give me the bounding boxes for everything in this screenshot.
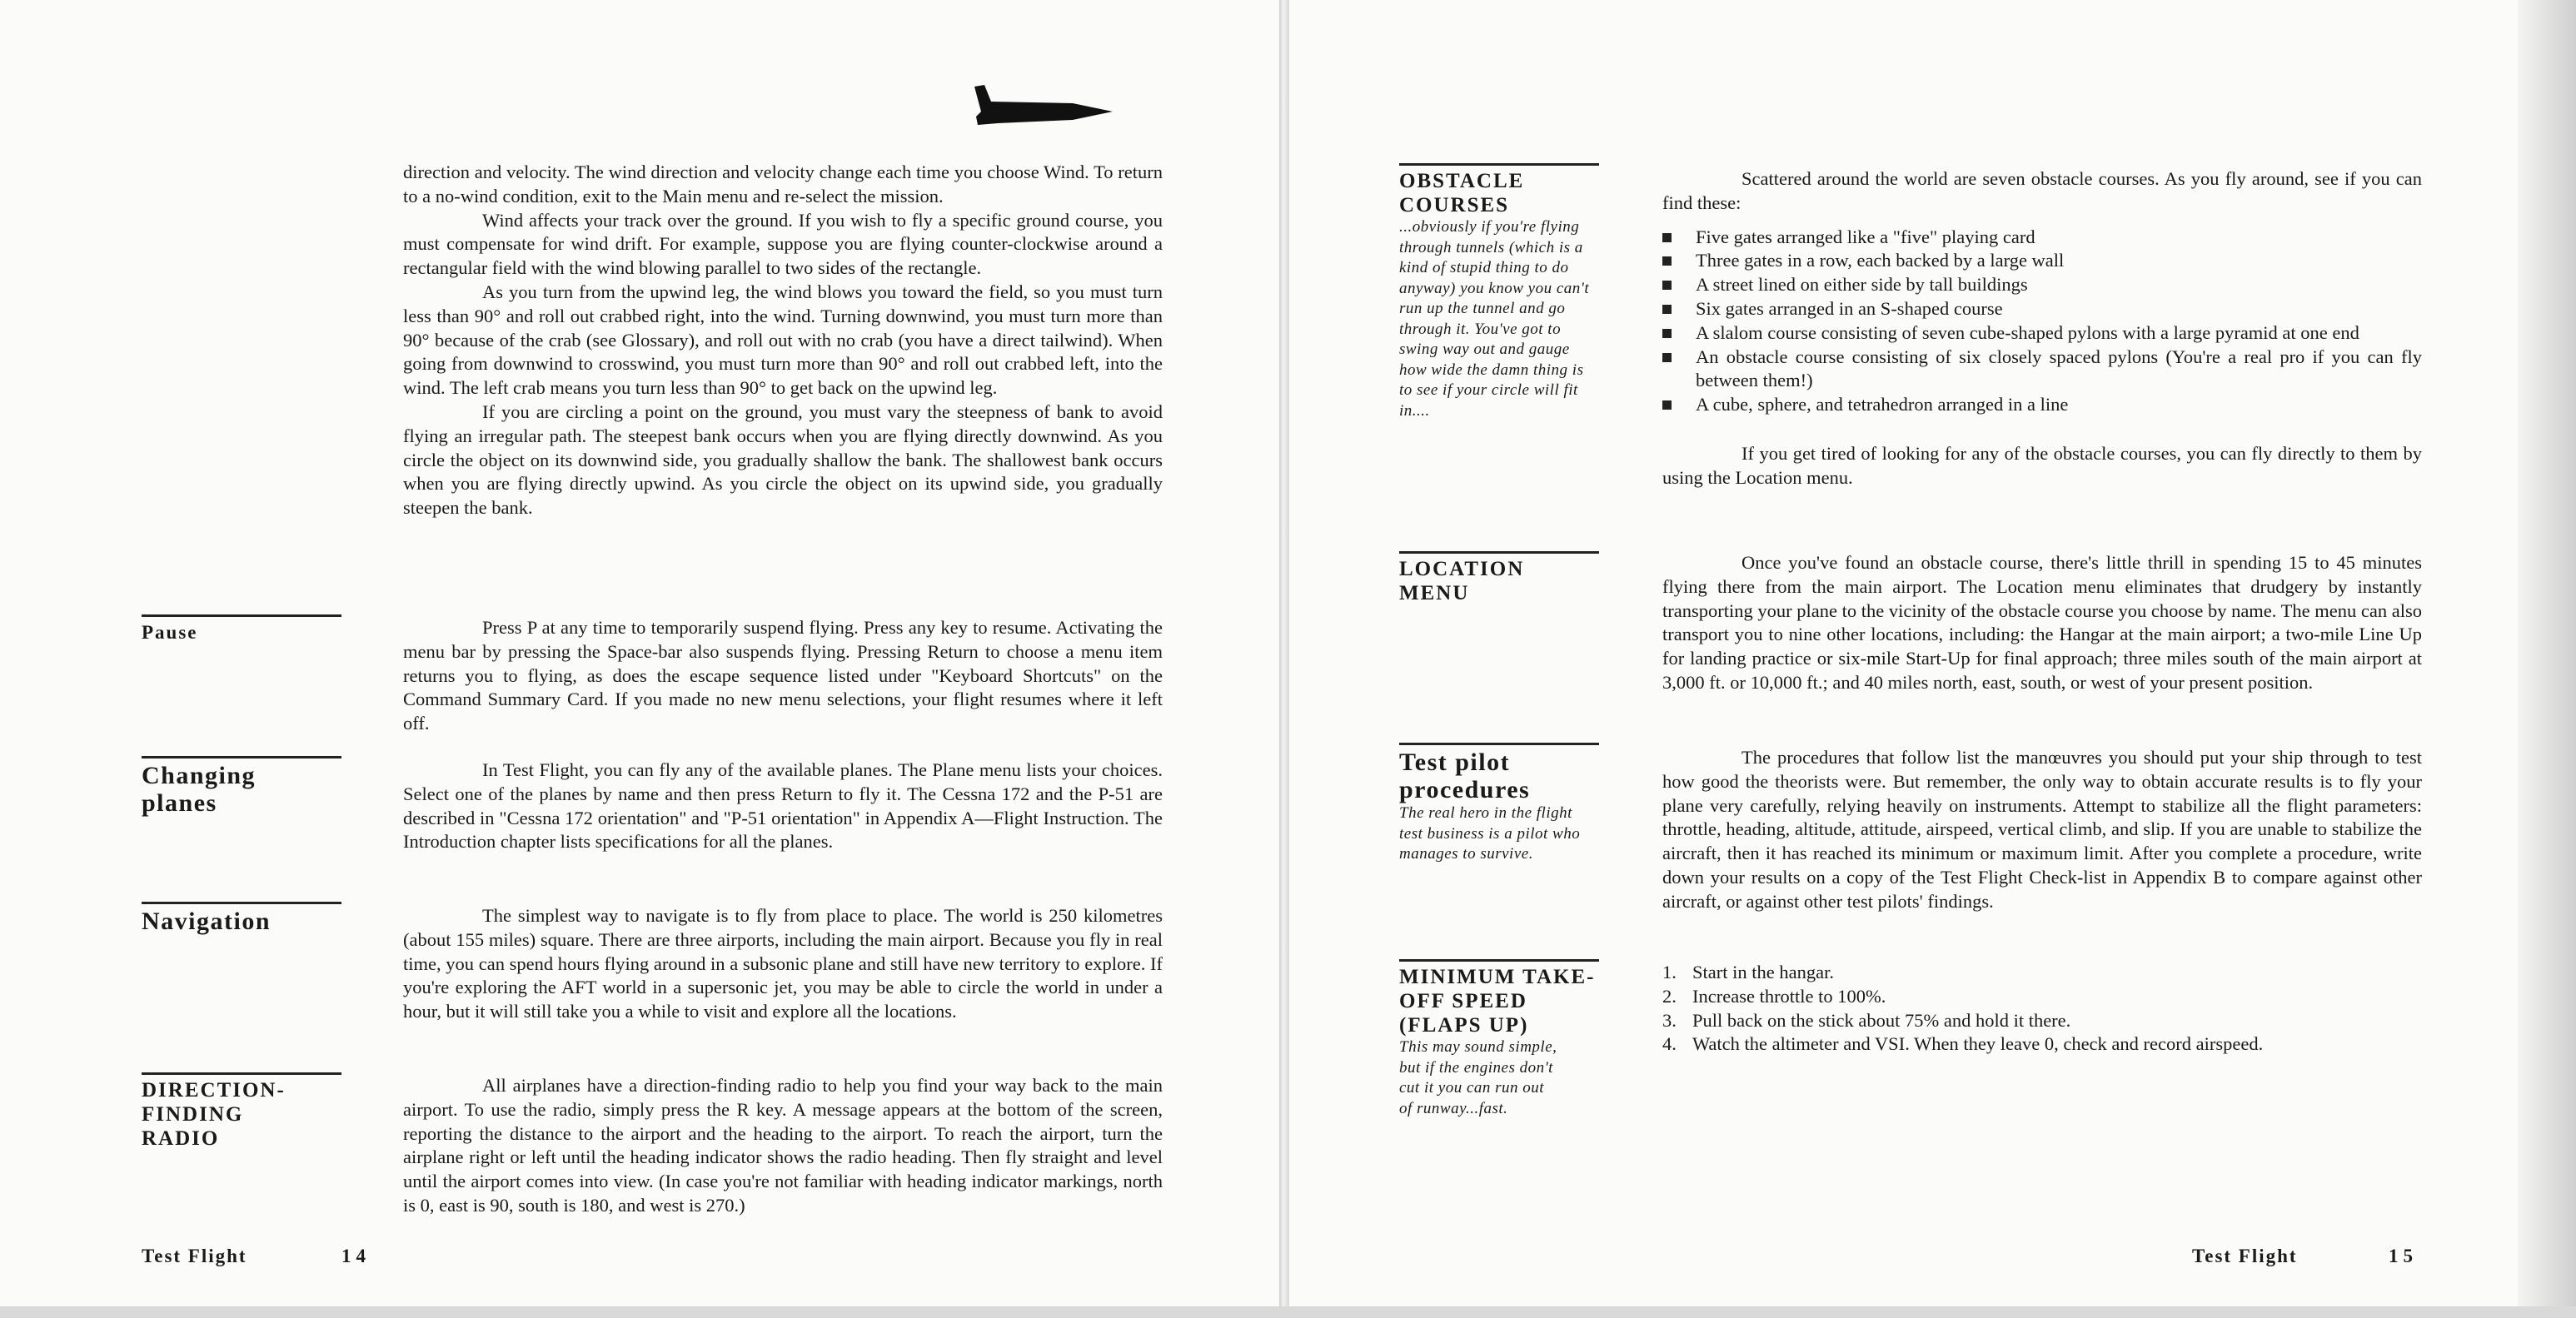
list-item: Five gates arranged like a "five" playing card: [1662, 226, 2422, 250]
changing-planes-heading-block: [142, 756, 341, 817]
paragraph: Wind affects your track over the ground. If you wish to fly a specific ground course, you must compensate for wind drift. For example, suppose you are flying counter-clockwise around a rectangular field with the wind blowing parallel to two sides of the rectangle.: [403, 209, 1163, 279]
section-heading: Navigation: [142, 908, 272, 935]
test-pilot-heading-block: [1399, 743, 1599, 865]
list-item: [1662, 985, 2422, 1009]
step-number: 4.: [1662, 1033, 1677, 1055]
footer-page-number: 14: [341, 1246, 371, 1266]
obstacle-list: [1662, 226, 2422, 417]
paragraph: If you get tired of looking for any of the obstacle courses, you can fly directly to them by using the Location menu.: [1662, 442, 2422, 488]
direction-finding-heading-block: [142, 1072, 341, 1151]
direction-finding-section: [403, 1074, 1163, 1218]
changing-planes-section: [403, 758, 1163, 854]
obstacle-courses-section: [1662, 167, 2422, 490]
section-heading: Pause: [142, 622, 198, 643]
book-gutter: [1279, 0, 1289, 1318]
pause-section: [403, 616, 1163, 736]
list-item: A cube, sphere, and tetrahedron arranged in a line: [1662, 393, 2422, 417]
list-item: Six gates arranged in an S-shaped course: [1662, 297, 2422, 321]
paragraph: As you turn from the upwind leg, the wind blows you toward the field, so you must turn less than 90° and roll out crabbed right, into the wind. Turning downwind, you must turn more than 90° because of the crab (see Glossary), and roll out with no crab (you have a direct tailwind). When going from downwind to crosswind, you must turn more than 90° and roll out crabbed left, into the wind. The left crab means you turn less than 90° to get back on the upwind leg.: [403, 281, 1163, 399]
paragraph: Once you've found an obstacle course, there's little thrill in spending 15 to 45 minutes flying there from the main airport. The Location menu eliminates that drudgery by instantly transporting your plane to the vicinity of the obstacle course you choose by name. The menu can also transport you to nine other locations, including: the Hangar at the main airport; a two-mile Line Up for landing practice or six-mile Start-Up for final approach; three miles south of the main airport at 3,000 ft. or 10,000 ft.; and 40 miles north, east, south, or west of your present position.: [1662, 552, 2422, 693]
section-heading: Test pilot procedures: [1399, 749, 1531, 803]
section-heading: DIRECTION-FINDING RADIO: [142, 1079, 286, 1150]
obstacle-courses-heading-block: [1399, 163, 1599, 421]
footer-title: Test Flight: [142, 1246, 247, 1266]
step-number: 3.: [1662, 1009, 1677, 1031]
section-heading: MINIMUM TAKE-OFF SPEED (FLAPS UP): [1399, 966, 1596, 1037]
section-heading: LOCATION MENU: [1399, 558, 1525, 604]
paragraph: The procedures that follow list the manœuvres you should put your ship through to test how good the theorists were. But remember, the only way to obtain accurate results is to fly your plane very carefully, relying heavily on instruments. Attempt to stabilize all the flight parameters: throttle, heading, altitude, attitude, airspeed, vertical climb, and slip. If you are unable to stabilize the aircraft, then it has reached its minimum or maximum limit. After you complete a procedure, write down your results on a copy of the Test Flight Check-list in Appendix B to compare against other aircraft, or against other test pilots' findings.: [1662, 747, 2422, 912]
paragraph: The simplest way to navigate is to fly from place to place. The world is 250 kilometres (about 155 miles) square. There are three airports, including the main airport. Because you fly in real time, you can spend hours flying around in a subsonic plane and still have new territory to explore. If you're exploring the AFT world in a supersonic jet, you may be able to circle the world in under a hour, but it will still take you a while to visit and explore all the locations.: [403, 905, 1163, 1022]
paragraph: Scattered around the world are seven obstacle courses. As you fly around, see if you can find these:: [1662, 168, 2422, 213]
list-item: [1662, 1032, 2422, 1057]
footer-title: Test Flight: [2192, 1246, 2298, 1266]
location-menu-heading-block: [1399, 551, 1599, 605]
list-item: [1662, 1009, 2422, 1033]
margin-note: The real hero in the flight test business is a pilot who manages to survive.: [1399, 804, 1581, 863]
left-page: [0, 0, 1279, 1318]
location-menu-section: [1662, 551, 2422, 695]
test-pilot-section: [1662, 746, 2422, 914]
paragraph: direction and velocity. The wind direction and velocity change each time you choose Wind. To return to a no-wind condition, exit to the Main menu and re-select the mission.: [403, 162, 1163, 206]
paragraph: Press P at any time to temporarily suspend flying. Press any key to resume. Activating the menu bar by pressing the Space-bar also suspends flying. Pressing Return to choose a menu item returns you to flying, as does the escape sequence listed under "Keyboard Shortcuts" on the Command Summary Card. If you made no new menu selections, your flight resumes where it left off.: [403, 617, 1163, 734]
list-item: A street lined on either side by tall buildings: [1662, 273, 2422, 297]
minimum-takeoff-section: [1662, 961, 2422, 1057]
list-item: An obstacle course consisting of six closely spaced pylons (You're a real pro if you can fly between them!): [1662, 346, 2422, 394]
margin-note: This may sound simple, but if the engines don't cut it you can run out of runway...fast.: [1399, 1038, 1557, 1117]
page-edge-shadow: [2518, 0, 2576, 1318]
step-number: 1.: [1662, 962, 1677, 982]
pause-heading-block: [142, 614, 341, 644]
margin-note: ...obviously if you're flying through tunnels (which is a kind of stupid thing to do anyway) you know you can't run up the tunnel and go through it. You've got to swing way out and gauge how wide the damn thing is to see if your circle will fit in....: [1399, 218, 1590, 420]
paragraph: In Test Flight, you can fly any of the available planes. The Plane menu lists your choices. Select one of the planes by name and then press Return to fly it. The Cessna 172 and the P-51 are described in "Cessna 172 orientation" and "P-51 orientation" in Appendix A—Flight Instruction. The Introduction chapter lists specifications for all the planes.: [403, 759, 1163, 853]
list-item: A slalom course consisting of seven cube-shaped pylons with a large pyramid at one end: [1662, 321, 2422, 346]
footer-page-number: 15: [2389, 1246, 2418, 1266]
list-item: [1662, 961, 2422, 985]
navigation-section: [403, 904, 1163, 1024]
bottom-edge: [0, 1306, 2576, 1318]
paragraph: All airplanes have a direction-finding radio to help you find your way back to the main airport. To use the radio, simply press the R key. A message appears at the bottom of the screen, reporting the distance to the airport and the heading to the airport. To reach the airport, turn the airplane right or left until the heading indicator shows the radio heading. Then fly straight and level until the airport comes into view. (In case you're not familiar with heading indicator markings, north is 0, east is 90, south is 180, and west is 270.): [403, 1075, 1163, 1216]
step-text: Increase throttle to 100%.: [1692, 985, 1886, 1007]
list-item: Three gates in a row, each backed by a large wall: [1662, 249, 2422, 273]
minimum-takeoff-heading-block: [1399, 959, 1599, 1119]
procedure-steps: [1662, 961, 2422, 1057]
wind-section: [403, 161, 1163, 520]
navigation-heading-block: [142, 902, 341, 935]
step-number: 2.: [1662, 985, 1677, 1007]
paragraph: If you are circling a point on the ground, you must vary the steepness of bank to avoid flying an irregular path. The steepest bank occurs when you are flying directly downwind. As you circle the object on its downwind side, you gradually shallow the bank. The shallowest bank occurs when you are flying directly upwind. As you circle the object on its upwind side, you gradually steepen the bank.: [403, 400, 1163, 519]
section-heading: Changing planes: [142, 762, 257, 817]
step-text: Watch the altimeter and VSI. When they leave 0, check and record airspeed.: [1692, 1033, 2264, 1055]
right-page: [1289, 0, 2576, 1318]
step-text: Pull back on the stick about 75% and hold it there.: [1692, 1009, 2071, 1031]
section-heading: OBSTACLE COURSES: [1399, 170, 1525, 216]
jet-silhouette-icon: [973, 83, 1114, 127]
step-text: Start in the hangar.: [1692, 962, 1834, 982]
